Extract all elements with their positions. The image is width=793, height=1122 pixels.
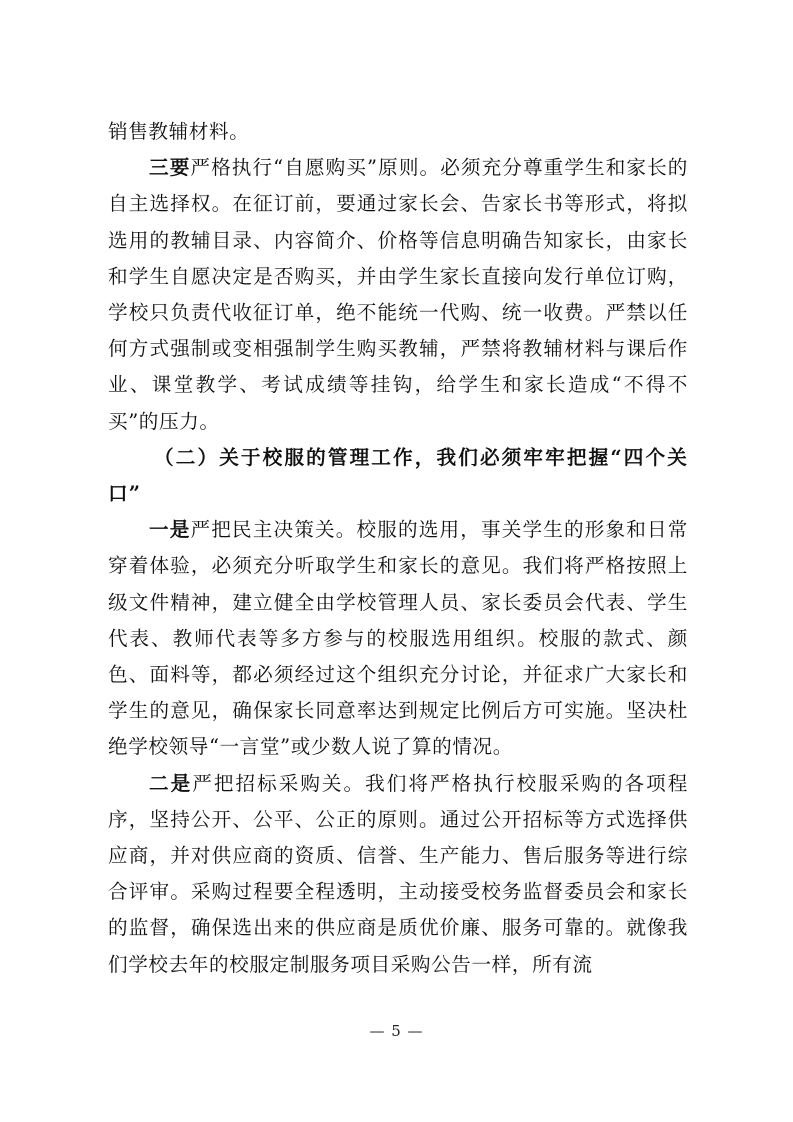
paragraph-yi-shi bbox=[108, 512, 688, 765]
page-number: — 5 — bbox=[369, 1022, 424, 1040]
paragraph-continuation bbox=[108, 114, 688, 150]
paragraph-text: 严格执行“自愿购买”原则。必须充分尊重学生和家长的自主选择权。在征订前，要通过家长会、告家长书等形式，将拟选用的教辅目录、内容简介、价格等信息明确告知家长，由家长和学生自愿决定是否购买，并由学生家长直接向发行单位订购，学校只负责代收征订单，绝不能统一代购、统一收费。严禁以任何方式强制或变相强制学生购买教辅，严禁将教辅材料与课后作业、课堂教学、考试成绩等挂钩，给学生和家长造成“不得不买”的压力。 bbox=[108, 156, 688, 433]
section-heading: （二）关于校服的管理工作，我们必须牢牢把握“四个关口” bbox=[108, 445, 688, 506]
document-body bbox=[108, 114, 688, 983]
paragraph-text: 严把招标采购关。我们将严格执行校服采购的各项程序，坚持公开、公平、公正的原则。通过公开招标等方式选择供应商，并对供应商的资质、信誉、生产能力、售后服务等进行综合评审。采购过程要全程透明，主动接受校务监督委员会和家长的监督，确保选出来的供应商是质优价廉、服务可靠的。就像我们学校去年的校服定制服务项目采购公告一样，所有流 bbox=[108, 771, 688, 976]
paragraph-text: 严把民主决策关。校服的选用，事关学生的形象和日常穿着体验，必须充分听取学生和家长的意见。我们将严格按照上级文件精神，建立健全由学校管理人员、家长委员会代表、学生代表、教师代表等多方参与的校服选用组织。校服的款式、颜色、面料等，都必须经过这个组织充分讨论，并征求广大家长和学生的意见，确保家长同意率达到规定比例后方可实施。坚决杜绝学校领导“一言堂”或少数人说了算的情况。 bbox=[108, 518, 689, 759]
paragraph-lead: 三要 bbox=[149, 156, 191, 180]
paragraph-lead: 一是 bbox=[149, 518, 191, 542]
paragraph-text: 销售教辅材料。 bbox=[108, 120, 250, 143]
paragraph-er-shi bbox=[108, 766, 688, 983]
paragraph-lead: 二是 bbox=[149, 771, 193, 795]
paragraph-san-yao bbox=[108, 150, 688, 440]
